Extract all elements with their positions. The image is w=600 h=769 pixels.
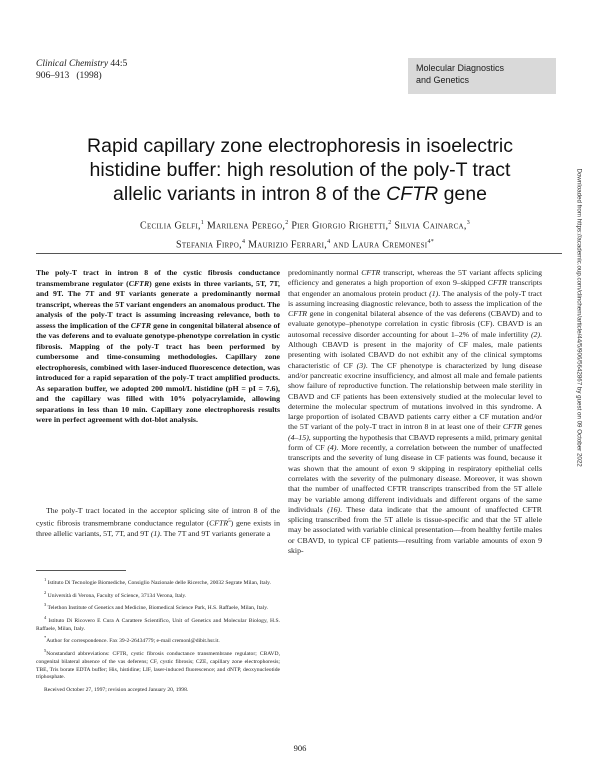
footnote (36, 634, 280, 646)
body-text: genes (521, 422, 543, 432)
download-watermark-text: Downloaded from https://academic.oup.com/clinchem/article/44/5/906/5642867 by guest on 09 October 2022 (575, 168, 583, 467)
footnote-mark: 5 (228, 518, 231, 524)
download-watermark (574, 170, 584, 580)
section-line-1: Molecular Diagnostics (416, 63, 505, 73)
footnote-mark: * (44, 635, 47, 641)
abstract-gene: CFTR (130, 320, 152, 330)
affiliation-mark: 4* (427, 239, 435, 246)
affiliation-mark: 1 (200, 220, 205, 226)
received-date (36, 683, 280, 695)
body-text: . The analysis of the poly-T tract is assuming increasing diagnostic relevance, both to assess the implication of the (288, 288, 542, 308)
author-name: Silvia Cainarca, (391, 220, 467, 232)
author-list (50, 215, 560, 254)
footnote-mark: 4 (44, 614, 47, 620)
footnote (36, 601, 280, 613)
author-name: and Laura Cremonesi (330, 239, 428, 251)
header-divider (36, 253, 562, 254)
author-name: Pier Giorgio Righetti, (288, 220, 389, 232)
introduction-paragraph (36, 506, 280, 539)
abstract-text: The poly-T tract in intron 8 of the cystic fibrosis conductance transmembrane regulator ( (36, 268, 280, 288)
body-text: transcripts that engender an anomalous protein product (288, 278, 543, 298)
intro-text: . The 7T and 9T variants generate a (159, 528, 271, 538)
body-text: . More recently, a correlation between the number of unaffected transcripts and the severity of lung disease in CF patients was found, because it was shown that the amount of exon 9 skipping in respiratory epithelial cells correlates with the severity of the pulmonary disease. Moreover, it was shown that the number of unaffected CFTR transcripts transcribed from the 5T allele may be variable among different individuals and different organs of the same individuals (288, 443, 542, 514)
page-number: 906 (293, 743, 307, 753)
title-line-1: Rapid capillary zone electrophoresis in isoelectric (87, 135, 513, 157)
footnote-text: Telethon Institute of Genetics and Medicine, Biomedical Science Park, H.S. Raffaele, Milan, Italy. (46, 605, 269, 612)
body-text: gene in congenital bilateral absence of the vas deferens (CBAVD) and to evaluate genotype–phenotype correlation in cystic fibrosis (CF). CBAVD is an autosomal recessive disorder accounting for about 1–2% of male infertility (288, 309, 542, 339)
footnote-mark: 3 (44, 602, 47, 608)
intro-gene: CFTR (209, 518, 229, 528)
citation-ref: (2) (530, 329, 541, 339)
title-line-2: histidine buffer: high resolution of the poly-T tract (89, 159, 511, 181)
affiliation-mark: 2 (388, 220, 392, 226)
footnote-text: Istituto Di Tecnologie Biomediche, Consiglio Nazionale delle Ricerche, 20032 Segrate Milan, Italy. (46, 579, 271, 586)
body-text: . The CF phenotype is characterized by lung disease and/or pancreatic exocrine insufficiency, and almost all male and female patients show failure of reproductive function. The relationship between male sterility in CBAVD and CF patients has been extensively studied at the molecular level to determine the molecular spectrum of mutations involved in this syndrome. A large proportion of isolated CBAVD patients carry either a CF mutation and/or the 5T variant of the poly-T tract in intron 8 in at least one of their (288, 360, 542, 432)
author-name: Marilena Perego, (204, 220, 286, 232)
author-name: Maurizio Ferrari, (245, 239, 328, 251)
footnote-text: Università di Verona, Faculty of Science, 37134 Verona, Italy. (46, 592, 187, 599)
gene-name: CFTR (487, 278, 507, 288)
affiliation-mark: 3 (466, 220, 471, 226)
right-column-text (288, 268, 542, 556)
citation-ref: (4–15) (288, 432, 309, 442)
footnote-mark: 2 (44, 589, 47, 595)
body-text: , supporting the hypothesis that CBAVD represents a mild, primary genital form of CF (288, 432, 542, 453)
title-gene-name: CFTR (386, 183, 439, 205)
gene-name: CFTR (288, 309, 308, 319)
journal-volume: 44:5 (110, 59, 128, 69)
footnote-text: Istituto Di Ricovero E Cura A Carattere Scientifico, Unit of Genetics and Molecular Biology, H.S. Raffaele, Milan, Italy. (36, 617, 280, 632)
title-line-3-start: allelic variants in intron 8 of the (113, 183, 387, 205)
affiliation-mark: 4 (327, 239, 331, 246)
abstract-text: ) gene exists in three variants, 5T, 7T, and 9T. The 7T and 9T variants generate a predominantly normal transcript, whereas the 5T variant engenders an anomalous product. The analysis of the poly-T tract is assuming increasing relevance, both to assess the implication of the (36, 278, 280, 330)
section-label (408, 58, 556, 94)
body-text: . These data indicate that the amount of unaffected CFTR splicing transcribed from the 5T allele is tissue-specific and that the 5T allele may be associated with variable clinical presentation—from healthy fertile males or CBAVD, to typical CF patients—resulting from variable amounts of exon 9 skip- (288, 504, 542, 556)
footnote (36, 589, 280, 601)
footnote (36, 576, 280, 588)
gene-name: CFTR (361, 268, 381, 277)
body-text: predominantly normal (288, 268, 362, 277)
citation-ref: (3) (356, 360, 366, 370)
footnote-text: Author for correspondence. Fax 39-2-26434779; e-mail cremonl@dibit.hsr.it. (46, 638, 220, 645)
body-text: transcript, whereas the 5T variant affects splicing efficiency and generates a high proportion of exon 9–skipped (288, 268, 542, 288)
footnotes (36, 576, 280, 696)
footnote-text: Received October 27, 1997; revision accepted January 20, 1998. (44, 686, 189, 693)
author-line-2 (50, 234, 560, 253)
citation-ref: (16) (327, 504, 341, 514)
footnote-divider (36, 570, 126, 571)
footnote (36, 647, 280, 682)
footnote (36, 614, 280, 633)
title-line-3 (20, 182, 580, 206)
section-line-2: and Genetics (416, 75, 470, 85)
abstract-gene: CFTR (128, 278, 150, 288)
title-line-3-end: gene (438, 183, 487, 205)
intro-text: ) gene exists in three allelic variants, 5T, 7T, and 9T (36, 518, 280, 538)
author-name: Stefania Firpo, (175, 239, 242, 251)
journal-year: (1998) (76, 71, 102, 81)
intro-text: The poly-T tract located in the acceptor splicing site of intron 8 of the cystic fibrosis transmembrane conductance regulator ( (36, 506, 280, 528)
citation-ref: (1) (429, 288, 439, 298)
footnote-mark: 5 (44, 648, 47, 654)
author-line-1 (50, 215, 560, 234)
affiliation-mark: 4 (241, 239, 246, 246)
footnote-mark: 1 (44, 577, 47, 582)
body-text: . Although CBAVD is present in the majority of CF males, male patients presenting with isolated CBAVD do not exhibit any of the clinical symptoms characteristic of CF (288, 329, 542, 370)
abstract-text: gene in congenital bilateral absence of the vas deferens and to evaluate genotype-phenotype correlation in cystic fibrosis. Mapping of the poly-T tract has been performed by cumbersome and time-consuming methodologies. Capillary zone electrophoresis, combined with laser-induced fluorescence detection, was introduced for a rapid separation of the poly-T tract amplified products. As separation buffer, we adopted 200 mmol/L histidine (pH = pI = 7.6), and the capillary was filled with 10% polyacrylamide, allowing separations in less than 10 min. Capillary zone electrophoresis results were in perfect agreement with dot-blot analysis. (36, 320, 280, 424)
gene-name: CFTR (502, 422, 522, 432)
journal-pages: 906–913 (36, 71, 70, 81)
author-name: Cecilia Gelfi, (139, 220, 201, 232)
citation-ref: (4) (327, 443, 337, 453)
article-title (20, 134, 580, 206)
affiliation-mark: 2 (285, 220, 289, 226)
journal-citation (36, 58, 127, 82)
abstract (36, 268, 280, 426)
citation-ref: (1) (150, 528, 160, 538)
footnote-text: Nonstandard abbreviations: CFTR, cystic fibrosis conductance transmembrane regulator; CBAVD, congenital bilateral absence of the vas deferens; CF, cystic fibrosis; CZE, capillary zone electrophoresis; TBE, Tris borate EDTA buffer; His, histidine; LIF, laser-induced fluorescence; and dNTP, deoxynucleotide triphosphate. (36, 650, 280, 681)
journal-name: Clinical Chemistry (36, 59, 109, 69)
